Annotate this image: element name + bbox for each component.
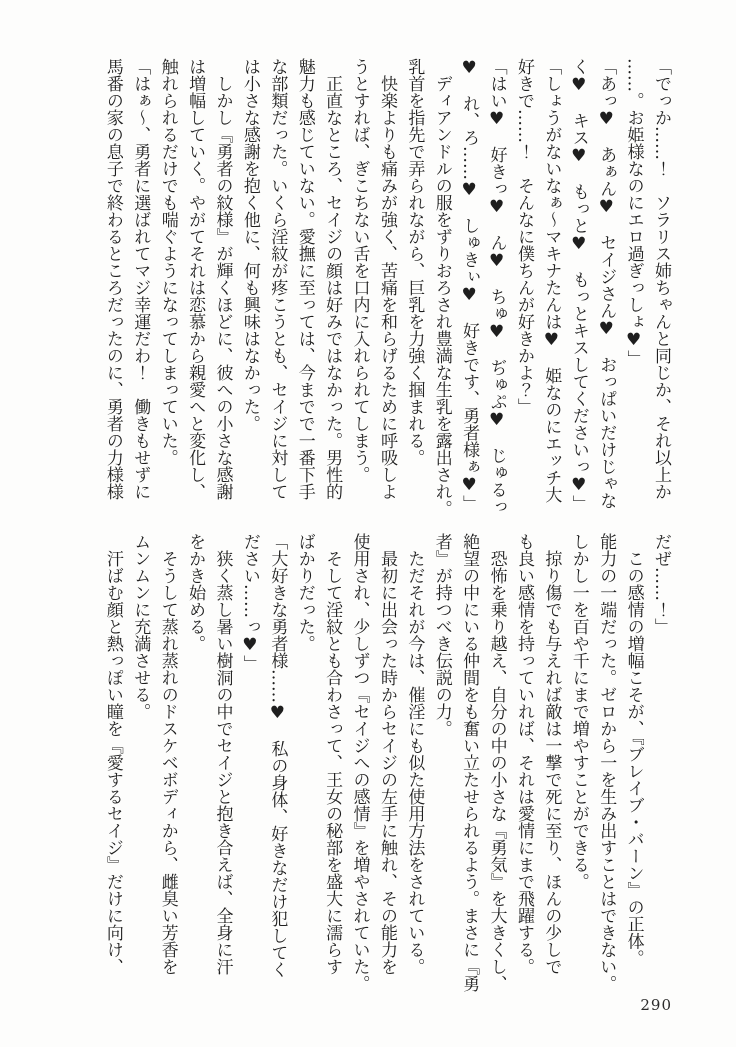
text-line: ただそれが今は、催淫にも似た使用方法をされている。	[404, 533, 425, 975]
text-line: ださい……っ♥」	[239, 533, 260, 672]
text-line: な部類だった。いくら淫紋が疼こうとも、セイジに対して	[267, 58, 288, 500]
text-line: 「でっか……！ ソラリス姉ちゃんと同じか、それ以上か	[651, 58, 671, 500]
text-line: しかし『勇者の紋様』が輝くほどに、彼への小さな感謝	[212, 58, 233, 500]
text-line: 「しょうがないなぁ～マキナたんは♥ 姫なのにエッチ大	[541, 58, 562, 503]
text-block-bottom	[98, 533, 674, 1005]
text-line: 使用され、少しずつ『セイジへの感情』を増やされていた。	[349, 533, 370, 992]
text-line: ムンムンに充満させる。	[130, 533, 151, 720]
text-line: は増幅していく。やがてそれは恋慕から親愛へと変化し、	[185, 58, 206, 500]
text-line: 乳首を指先で弄られながら、巨乳を力強く掴まれる。	[404, 58, 425, 466]
text-line: 馬番の家の息子で終わるところだったのに、勇者の力様様	[102, 58, 123, 500]
text-line: 汗ばむ顔と熱っぽい瞳を『愛するセイジ』だけに向け、	[102, 533, 123, 975]
text-line: 「大好きな勇者様……♥ 私の身体、好きなだけ犯してく	[267, 533, 288, 978]
text-line: 最初に出会った時からセイジの左手に触れ、その能力を	[376, 533, 397, 975]
text-line: 「はぁ～、勇者に選ばれてマジ幸運だわ！ 働きもせずに	[130, 58, 151, 500]
text-line: 正直なところ、セイジの顔は好みではなかった。男性的	[322, 58, 343, 500]
text-line: 絶望の中にいる仲間をも奮い立たせられるよう。まさに『勇	[459, 533, 480, 992]
text-line: ♥ れ、ろ……♥ しゅきぃ♥ 好きです、勇者様ぁ♥」	[459, 58, 480, 512]
text-line: しかし一を百や千にまで増やすことができる。	[568, 533, 589, 890]
text-line: 「はい♥ 好きっ♥ ん♥ ちゅ♥ ぢゅぷ♥ じゅるっ	[486, 58, 507, 515]
text-line: 快楽よりも痛みが強く、苦痛を和らげるために呼吸しよ	[376, 58, 397, 500]
text-block-top	[98, 58, 674, 530]
text-line: ばかりだった。	[294, 533, 315, 652]
text-line: 能力の一端だった。ゼロから一を生み出すことはできない。	[596, 533, 617, 992]
text-line: をかき始める。	[185, 533, 206, 652]
text-line: 「あっ♥ あぁん♥ セイジさん♥ おっぱいだけじゃな	[596, 58, 617, 509]
text-line: ディアンドルの服をずりおろされ豊満な生乳を露出され。	[431, 58, 452, 517]
text-line: 狭く蒸し暑い樹洞の中でセイジと抱き合えば、全身に汗	[212, 533, 233, 975]
text-line: 者』が持つべき伝説の力。	[431, 533, 452, 737]
text-line: 恐怖を乗り越え、自分の中の小さな『勇気』を大きくし、	[486, 533, 507, 992]
text-line: この感情の増幅こそが、『ブレイブ・バーン』の正体。	[623, 533, 644, 967]
text-line: く♥ キス♥ もっと♥ もっとキスしてくださいっ♥」	[568, 58, 589, 512]
text-line: 触れられるだけでも喘ぐようになってしまっていた。	[157, 58, 178, 466]
text-line: 好きで……！ そんなに僕ちんが好きかよ？」	[513, 58, 534, 415]
text-line: 掠り傷でも与えれば敵は一撃で死に至り、ほんの少しで	[541, 533, 562, 975]
text-line: だぜ……！」	[651, 533, 671, 635]
text-line: は小さな感謝を抱く他に、何も興味はなかった。	[239, 58, 260, 432]
text-line: そして淫紋とも合わさって、王女の秘部を盛大に濡らす	[322, 533, 343, 975]
text-line: うとすれば、ぎこちない舌を口内に入れられてしまう。	[349, 58, 370, 483]
text-line: そうして蒸れ蒸れのドスケベボディから、雌臭い芳香を	[157, 533, 178, 975]
text-line: も良い感情を持っていれば、それは愛情にまで飛躍する。	[513, 533, 534, 975]
text-line: ……。お姫様なのにエロ過ぎっしょ♥」	[623, 58, 644, 367]
page-number: 290	[640, 996, 672, 1014]
text-line: 魅力も感じていない。愛撫に至っては、今までで一番下手	[294, 58, 315, 500]
